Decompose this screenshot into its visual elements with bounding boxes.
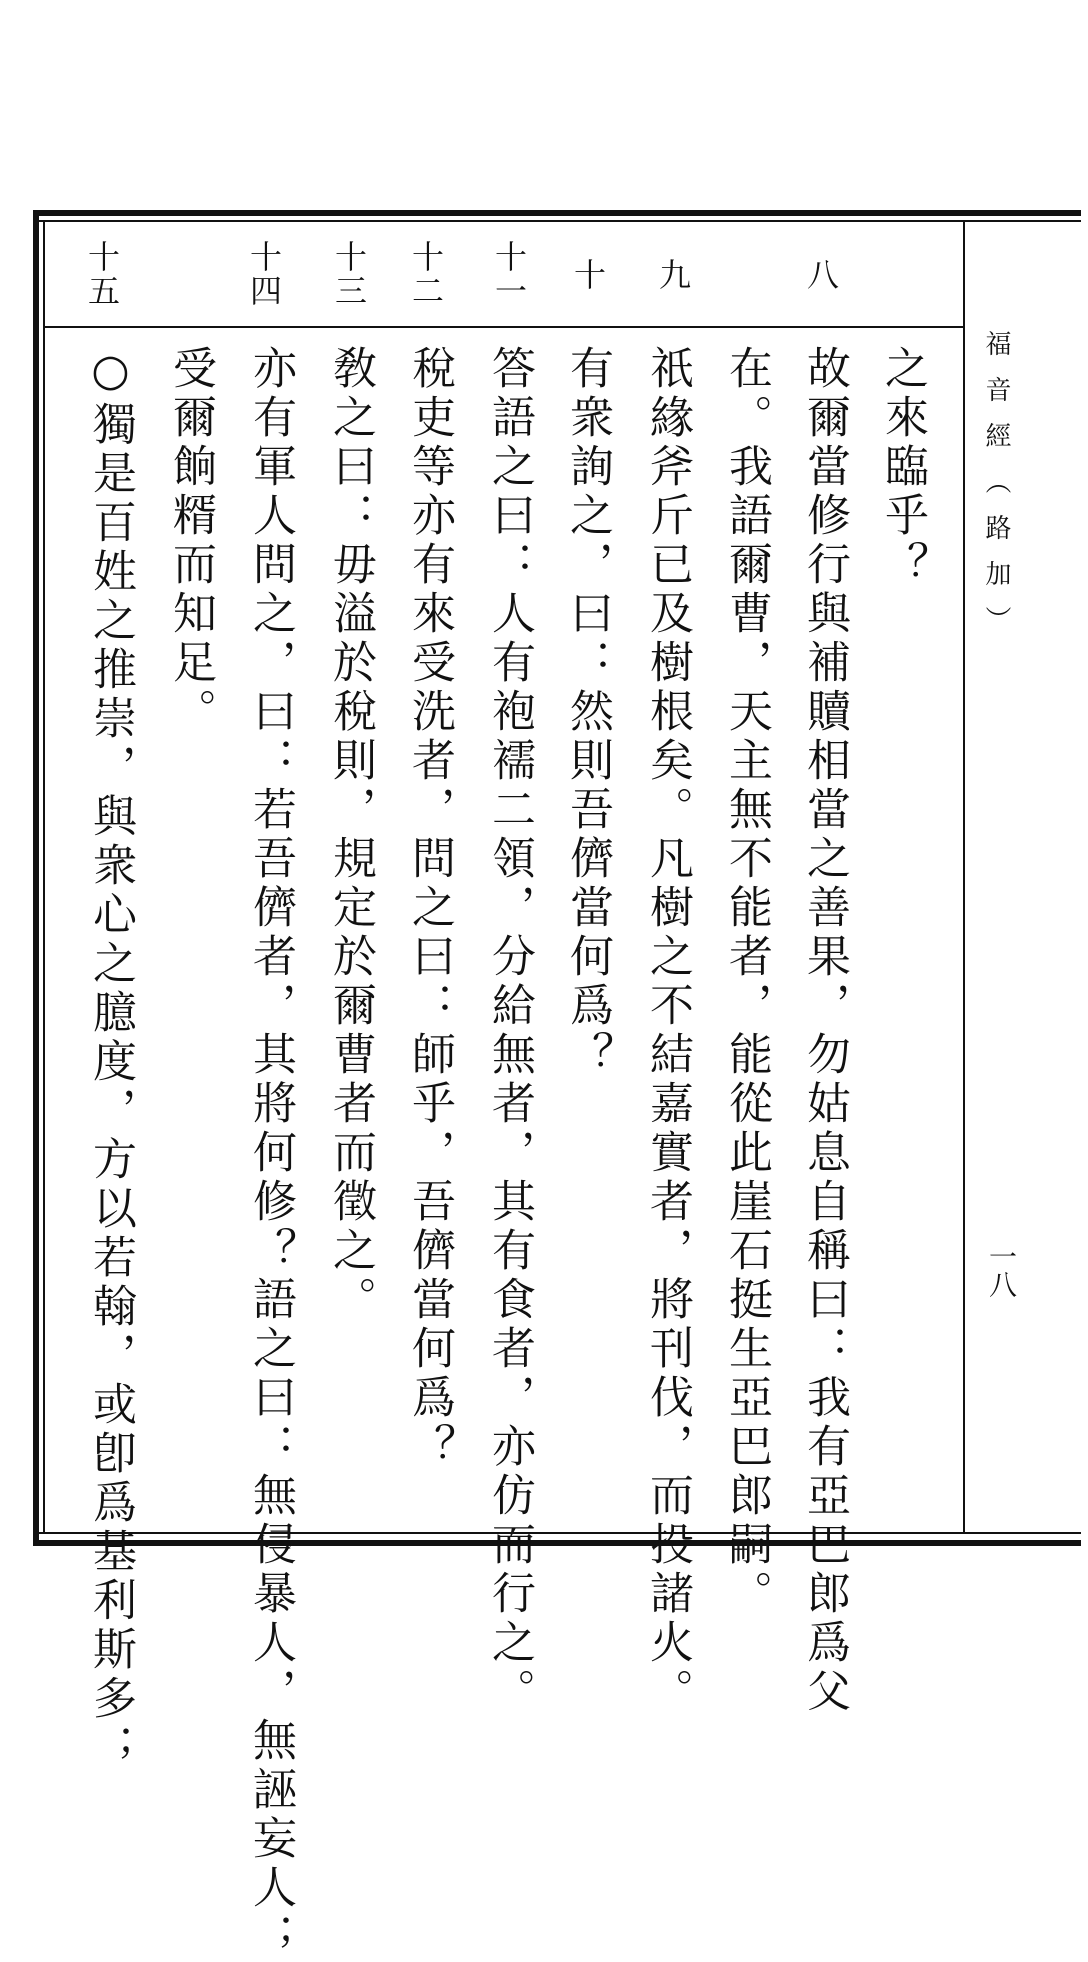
frame-top-thick-rule [33,210,1081,216]
text-column: 故爾當修行與補贖相當之善果，勿姑息自稱曰：我有亞巴郎爲父 [799,345,850,1717]
book-title: 福音經（路加） [981,330,1011,652]
verse-number-11: 十一 [490,240,528,308]
text-column: 敎之曰：毋溢於稅則，規定於爾曹者而徵之。 [325,345,376,1325]
frame-left-thick-rule [33,210,39,1546]
verse-number-10: 十 [569,258,607,292]
verse-number-8: 八 [802,258,840,292]
verse-number-divider [45,326,963,328]
verse-number-14: 十四 [245,240,283,308]
margin-divider [963,222,965,1532]
text-column: 在。我語爾曹，天主無不能者，能從此崖石挺生亞巴郎嗣。 [721,345,772,1619]
verse-number-12: 十二 [407,240,445,308]
verse-number-9: 九 [654,258,692,292]
frame-bottom-thin-rule [33,1532,1081,1534]
frame-left-thin-rule [43,220,45,1534]
text-column: 之來臨乎？ [877,345,928,590]
text-column: 答語之曰：人有袍襦二領，分給無者，其有食者，亦仿而行之。 [484,345,535,1717]
page-number: 一八 [985,1242,1018,1298]
frame-bottom-thick-rule [33,1540,1081,1546]
text-column: 受爾餉糈而知足。 [165,345,216,737]
verse-number-15: 十五 [83,240,121,308]
text-column: 亦有軍人問之，曰：若吾儕者，其將何修？語之曰：無侵暴人，無誣妄人； [245,345,296,1962]
verse-number-13: 十三 [330,240,368,308]
frame-top-thin-rule [33,220,1081,222]
text-column: 祇緣斧斤已及樹根矣。凡樹之不結嘉實者，將刊伐，而投諸火。 [642,345,693,1717]
text-column: 有衆詢之，曰：然則吾儕當何爲？ [562,345,613,1080]
text-column: 稅吏等亦有來受洗者，問之曰：師乎，吾儕當何爲？ [404,345,455,1472]
text-column: ○獨是百姓之推崇，與衆心之臆度，方以若翰，或卽爲基利斯多； [85,345,136,1773]
